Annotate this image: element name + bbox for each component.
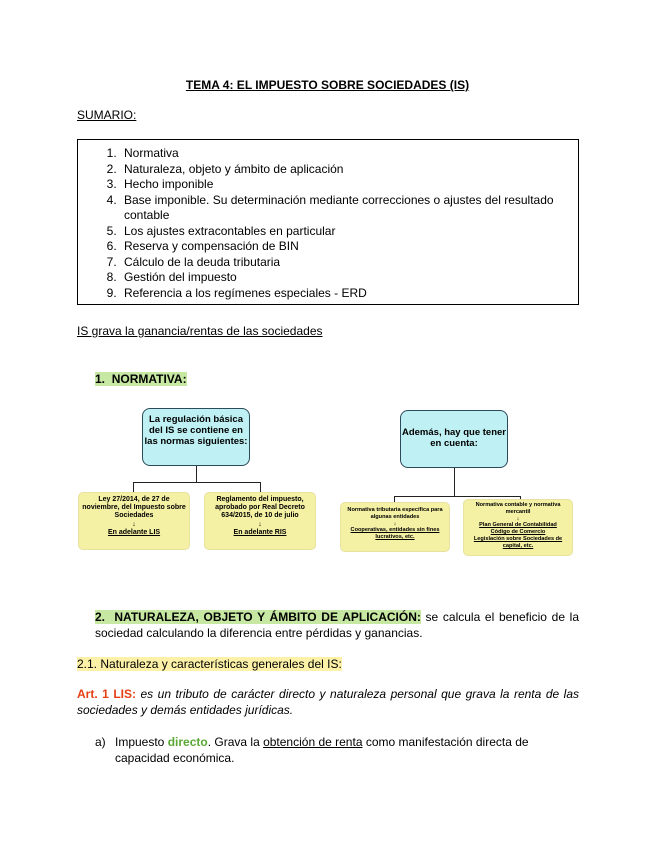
diagram-right-top-box: Además, hay que tener en cuenta: bbox=[400, 410, 508, 468]
ris-text: Reglamento del impuesto, aprobado por Real Decreto 634/2015, de 10 de julio bbox=[215, 496, 305, 520]
section-2-text: se calcula el beneficio de la sociedad calculando la diferencia entre pérdidas y ganancias. bbox=[95, 610, 580, 640]
diagram-right-box-accounting bbox=[463, 499, 573, 556]
point-a-mid: . Grava la bbox=[207, 735, 264, 749]
section-2-title: NATURALEZA, OBJETO Y ÁMBITO DE APLICACIÓN: bbox=[114, 610, 421, 624]
diagram-left-box-ris bbox=[204, 492, 316, 550]
toc-item: 3. Hecho imponible bbox=[120, 177, 578, 193]
point-a-post: como manifestación directa de capacidad económica. bbox=[115, 735, 529, 765]
intro-text: IS grava la ganancia/rentas de las sociedades bbox=[77, 324, 323, 338]
article-text: es un tributo de carácter directo y naturaleza personal que grava la renta de las sociedades y demás entidades jurídicas. bbox=[77, 687, 579, 717]
article-paragraph bbox=[77, 686, 579, 718]
section-2-number: 2. bbox=[95, 610, 106, 624]
point-a bbox=[95, 734, 579, 766]
section-1-heading bbox=[95, 372, 187, 386]
specific-norm-link: Cooperativas, entidades sin fines lucrativos, etc. bbox=[350, 527, 440, 541]
diagram-left-top-box: La regulación básica del IS se contiene en las normas siguientes: bbox=[142, 408, 250, 466]
pgc-link: Plan General de Contabilidad bbox=[479, 522, 557, 529]
lis-text: Ley 27/2014, de 27 de noviembre, del Impuesto sobre Sociedades bbox=[82, 496, 186, 520]
point-a-underlined: obtención de renta bbox=[263, 735, 363, 749]
specific-norm-text: Normativa tributaria específica para algunas entidades bbox=[347, 507, 443, 520]
lis-link: En adelante LIS bbox=[107, 528, 161, 536]
toc-item: 2. Naturaleza, objeto y ámbito de aplicación bbox=[120, 162, 578, 178]
arrow-down-icon: ↓ bbox=[132, 520, 136, 528]
sumario-label: SUMARIO: bbox=[77, 108, 137, 122]
ris-link: En adelante RIS bbox=[233, 528, 287, 536]
table-of-contents bbox=[77, 139, 579, 305]
point-a-marker: a) bbox=[95, 735, 106, 749]
section-2-paragraph bbox=[95, 609, 579, 641]
codigo-comercio-link: Código de Comercio bbox=[490, 529, 546, 536]
article-label: Art. 1 LIS: bbox=[77, 687, 136, 701]
document-title: TEMA 4: EL IMPUESTO SOBRE SOCIEDADES (IS) bbox=[185, 78, 470, 92]
toc-item: 1. Normativa bbox=[120, 146, 578, 162]
accounting-norm-text: Normativa contable y normativa mercantil bbox=[475, 502, 561, 515]
arrow-down-icon: ↓ bbox=[258, 520, 262, 528]
section-1-title: NORMATIVA: bbox=[111, 372, 187, 386]
diagram-right-box-specific bbox=[340, 502, 450, 552]
toc-item: 9. Referencia a los regímenes especiales - ERD bbox=[120, 286, 578, 302]
subsection-text: 2.1. Naturaleza y características generales del IS: bbox=[77, 657, 342, 671]
subsection-heading bbox=[77, 657, 342, 671]
toc-item: 7. Cálculo de la deuda tributaria bbox=[120, 255, 578, 271]
sociedades-capital-link: Legislación sobre Sociedades de capital, etc. bbox=[473, 535, 563, 549]
arrow-down-icon: ↓ bbox=[393, 520, 397, 527]
toc-item: 8. Gestión del impuesto bbox=[120, 270, 578, 286]
toc-item: 4. Base imponible. Su determinación mediante correcciones o ajustes del resultado contable bbox=[120, 193, 578, 224]
section-1-number: 1. bbox=[95, 372, 106, 386]
point-a-pre: Impuesto bbox=[115, 735, 168, 749]
arrow-down-icon: ↓ bbox=[516, 515, 520, 522]
toc-item: 6. Reserva y compensación de BIN bbox=[120, 239, 578, 255]
point-a-keyword: directo bbox=[167, 735, 208, 749]
toc-item: 5. Los ajustes extracontables en particular bbox=[120, 224, 578, 240]
diagram-left-box-lis bbox=[78, 492, 190, 550]
